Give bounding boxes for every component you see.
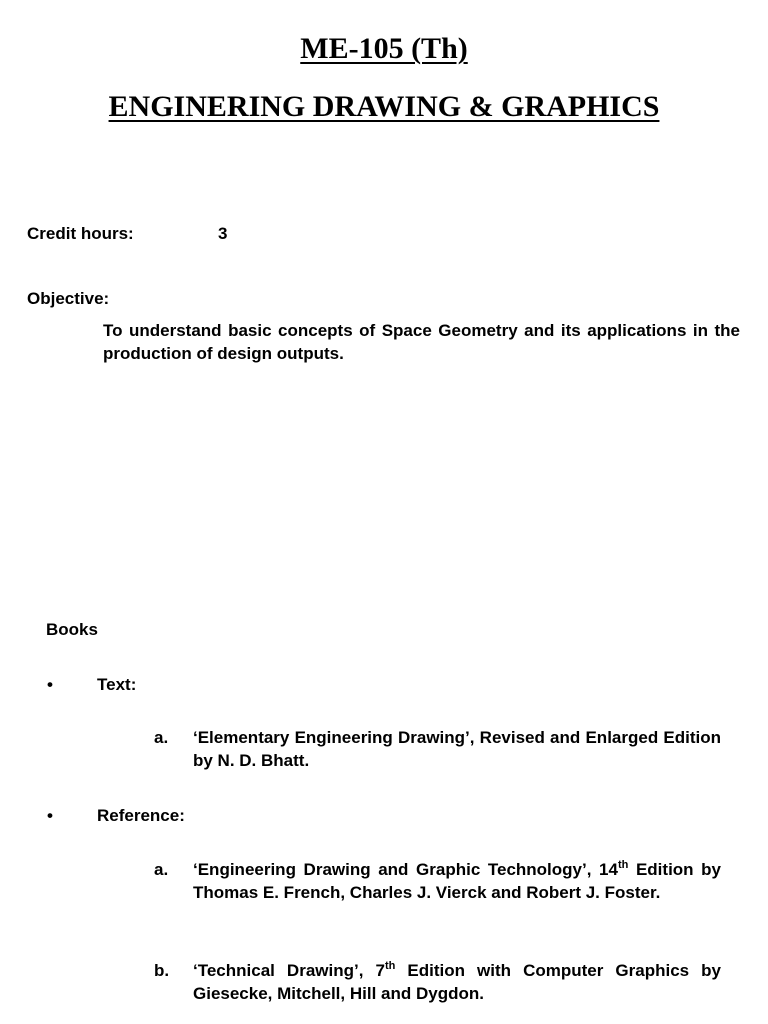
bullet-icon: •	[47, 806, 53, 825]
credit-hours-label: Credit hours:	[27, 224, 134, 243]
objective-text: To understand basic concepts of Space Geometry and its applications in the production of design outputs.	[103, 321, 740, 363]
reference-book-text-start: ‘Engineering Drawing and Graphic Technology’, 14	[193, 860, 618, 879]
ordinal-suffix: th	[384, 960, 396, 972]
books-heading: Books	[46, 620, 98, 639]
objective-label: Objective:	[27, 289, 110, 308]
list-marker: b.	[154, 961, 170, 980]
reference-books-label: Reference:	[97, 806, 185, 825]
ordinal-suffix: th	[617, 859, 629, 871]
list-marker: a.	[154, 728, 169, 747]
reference-book-item	[193, 959, 721, 1005]
bullet-icon: •	[47, 675, 53, 694]
course-name-title: ENGINERING DRAWING & GRAPHICS	[108, 90, 660, 123]
text-books-label: Text:	[97, 675, 137, 694]
reference-book-text-start: ‘Technical Drawing’, 7	[193, 961, 385, 980]
text-book-item: ‘Elementary Engineering Drawing’, Revised and Enlarged Edition by N. D. Bhatt.	[193, 728, 721, 770]
course-code-title: ME-105 (Th)	[300, 32, 468, 65]
reference-book-text-end: Edition by Thomas E. French, Charles J. Vierck and Robert J. Foster.	[193, 860, 721, 902]
reference-book-item	[193, 858, 721, 904]
credit-hours-value: 3	[218, 224, 228, 243]
reference-book-text-end: Edition with Computer Graphics by Giesecke, Mitchell, Hill and Dygdon.	[193, 961, 721, 1003]
list-marker: a.	[154, 860, 169, 879]
